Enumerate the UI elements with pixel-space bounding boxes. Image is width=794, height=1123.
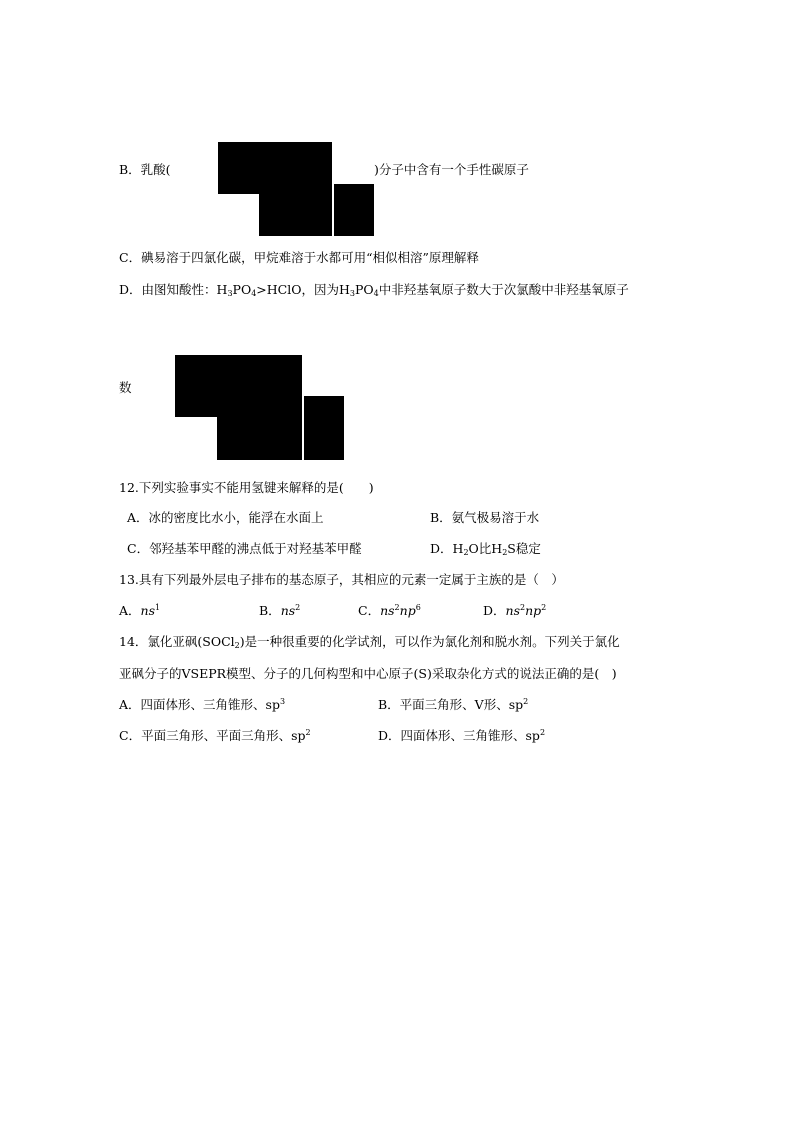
acid-structure-image-bottom-left xyxy=(217,417,302,460)
lactic-acid-structure-image-bottom-right xyxy=(334,184,374,236)
option-c: C．碘易溶于四氯化碳，甲烷难溶于水都可用“相似相溶”原理解释 xyxy=(119,250,479,265)
option-d: D．由图知酸性：$H_3PO_4>HClO$，因为$H_3PO_4$中非羟基氧原子数大于次氯酸中非羟基氧原子 xyxy=(119,282,629,298)
acid-structure-image-bottom-right xyxy=(304,396,344,460)
q12-option-a: A．冰的密度比水小，能浮在水面上 xyxy=(127,510,324,525)
option-d-continuation: 数 xyxy=(119,380,132,395)
option-b-suffix: )分子中含有一个手性碳原子 xyxy=(374,162,529,177)
lactic-acid-structure-image-bottom-left xyxy=(259,194,332,236)
q13-stem: 13.具有下列最外层电子排布的基态原子，其相应的元素一定属于主族的是（ ） xyxy=(119,572,564,587)
option-b-prefix: B．乳酸( xyxy=(119,162,171,177)
lactic-acid-structure-image-top xyxy=(218,142,332,194)
q14-option-d: D．四面体形、三角锥形、$sp^2$ xyxy=(378,728,546,743)
q12-option-d: D．$H_2O$比$H_2S$稳定 xyxy=(430,541,541,557)
q14-stem-line2: 亚砜分子的VSEPR模型、分子的几何构型和中心原子(S)采取杂化方式的说法正确的是( ) xyxy=(119,666,617,681)
q12-option-b: B．氨气极易溶于水 xyxy=(430,510,540,525)
q12-stem: 12.下列实验事实不能用氢键来解释的是( ) xyxy=(119,480,374,495)
q14-stem-line1: 14．氯化亚砜(SOCl$_2$)是一种很重要的化学试剂，可以作为氯化剂和脱水剂。下列关于氯化 xyxy=(119,634,620,650)
q12-option-c: C．邻羟基苯甲醛的沸点低于对羟基苯甲醛 xyxy=(127,541,362,556)
acid-structure-image-top xyxy=(175,355,302,417)
q14-option-a: A．四面体形、三角锥形、$sp^3$ xyxy=(119,697,286,712)
q13-option-d: D．$ns^2np^2$ xyxy=(483,603,547,618)
q14-option-b: B．平面三角形、V形、$sp^2$ xyxy=(378,697,529,712)
q13-option-a: A．$ns^1$ xyxy=(119,603,161,618)
q13-option-c: C．$ns^2np^6$ xyxy=(358,603,421,618)
q14-option-c: C．平面三角形、平面三角形、$sp^2$ xyxy=(119,728,311,743)
q13-option-b: B．$ns^2$ xyxy=(259,603,301,618)
option-b xyxy=(119,162,171,178)
